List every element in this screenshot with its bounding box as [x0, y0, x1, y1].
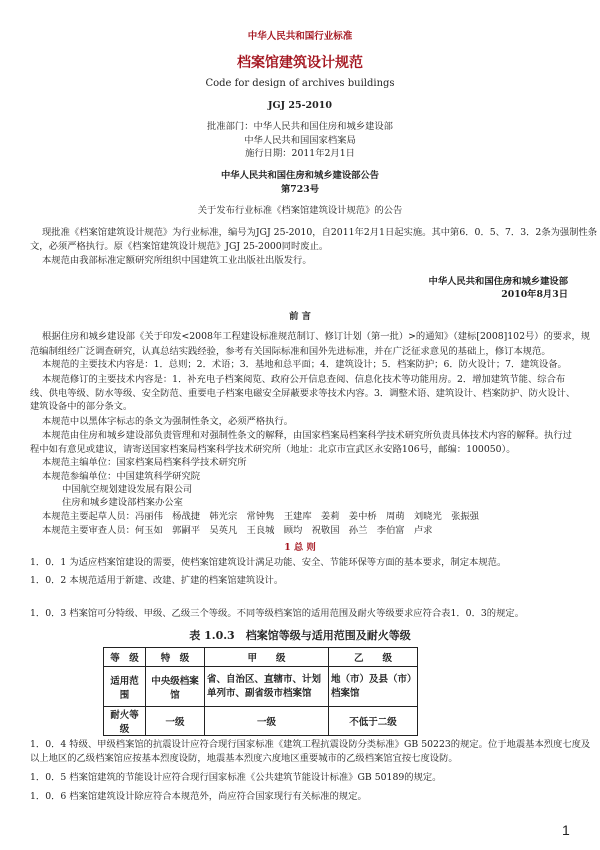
- table-title: 表 1.0.3 档案馆等级与适用范围及耐火等级: [189, 629, 411, 642]
- clause: 1．0．5 档案馆建筑的节能设计应符合现行国家标准《公共建筑节能设计标准》GB 50189的规定。: [30, 772, 442, 783]
- announcement-signature: 中华人民共和国住房和城乡建设部: [428, 276, 568, 287]
- english-title: Code for design of archives buildings: [205, 78, 395, 89]
- table-cell: 适用范围: [104, 667, 146, 707]
- announcement-subject: 关于发布行业标准《档案馆建筑设计规范》的公告: [197, 205, 403, 216]
- effective-date: 施行日期：2011年2月1日: [245, 148, 355, 159]
- table-header-cell: 甲 级: [205, 648, 329, 667]
- standard-code: JGJ 25-2010: [267, 100, 332, 111]
- table-cell: 省、自治区、直辖市、计划单列市、副省级市档案馆: [205, 667, 329, 707]
- table-cell: 中央级档案馆: [146, 667, 205, 707]
- announcement-line: 文，必须严格执行。原《档案馆建筑设计规范》JGJ 25-2000同时废止。: [30, 241, 329, 252]
- approval-dept-1: 批准部门：中华人民共和国住房和城乡建设部: [207, 121, 393, 132]
- table-row: [104, 667, 418, 707]
- table-header-cell: 乙 级: [329, 648, 418, 667]
- foreword-heading: 前 言: [289, 311, 311, 322]
- table-header-cell: 特 级: [146, 648, 205, 667]
- table-cell: 一级: [146, 707, 205, 736]
- foreword-line: 本规范主要起草人员：冯丽伟 杨战捷 韩光宗 常钟隽 王建库 姜莉 姜中桥 周萌 刘晓光 张振强: [42, 511, 479, 522]
- clause: 1．0．4 特级、甲级档案馆的抗震设计应符合现行国家标准《建筑工程抗震设防分类标准》GB 50223的规定。位于地震基本烈度七度及: [30, 739, 591, 750]
- foreword-line: 根据住房和城乡建设部《关于印发<2008年工程建设标准规范制订、修订计划（第一批）>的通知》（建标[2008]102号）的要求，规: [42, 331, 591, 342]
- table-cell: 耐火等级: [104, 707, 146, 736]
- foreword-line: 建筑设备中的部分条文。: [30, 401, 133, 412]
- clause: 1．0．3 档案馆可分特级、甲级、乙级三个等级。不同等级档案馆的适用范围及耐火等级要求应符合表1．0．3的规定。: [30, 608, 524, 619]
- table-cell: 一级: [205, 707, 329, 736]
- foreword-line: 本规范修订的主要技术内容是：1．补充电子档案阅览、政府公开信息查阅、信息化技术等功能用房。2．增加建筑节能、综合布: [42, 374, 566, 385]
- clause: 1．0．2 本规范适用于新建、改建、扩建的档案馆建筑设计。: [30, 575, 284, 586]
- announcement-date: 2010年8月3日: [501, 289, 568, 300]
- announcement-line: 现批准《档案馆建筑设计规范》为行业标准，编号为JGJ 25-2010，自2011年2月1日起实施。其中第6．0．5、7．3．2条为强制性条: [42, 227, 598, 238]
- foreword-line: 范编制组经广泛调查研究，认真总结实践经验，参考有关国际标准和国外先进标准，并在广泛征求意见的基础上，修订本规范。: [30, 346, 551, 357]
- table-cell: 不低于二级: [329, 707, 418, 736]
- foreword-line: 本规范主要审查人员：何玉如 郭嗣平 吴英凡 王良城 顾均 祝敬国 孙兰 李伯富 卢求: [42, 525, 433, 536]
- announcement-issuer: 中华人民共和国住房和城乡建设部公告: [220, 170, 380, 181]
- foreword-line: 本规范参编单位：中国建筑科学研究院: [42, 471, 201, 482]
- document-title: 档案馆建筑设计规范: [237, 55, 363, 71]
- page-number: 1: [562, 822, 570, 838]
- foreword-line: 中国航空规划建设发展有限公司: [62, 484, 193, 495]
- chapter-heading: 1 总 则: [284, 542, 316, 553]
- approval-dept-2: 中华人民共和国国家档案局: [244, 135, 356, 146]
- announcement-line: 本规范由我部标准定额研究所组织中国建筑工业出版社出版发行。: [42, 255, 312, 266]
- foreword-line: 程中如有意见或建议，请寄送国家档案局档案科学技术研究所（地址：北京市宣武区永安路106号，邮编：100050）。: [30, 444, 516, 455]
- foreword-line: 本规范的主要技术内容是：1．总则；2．术语；3．基地和总平面；4．建筑设计；5．档案防护；6．防火设计；7．建筑设备。: [42, 359, 567, 370]
- foreword-line: 住房和城乡建设部档案办公室: [62, 497, 183, 508]
- foreword-line: 本规范由住房和城乡建设部负责管理和对强制性条文的解释，由国家档案局档案科学技术研究所负责具体技术内容的解释。执行过: [42, 430, 572, 441]
- standard-series: 中华人民共和国行业标准: [247, 31, 353, 42]
- clause: 1．0．6 档案馆建筑设计除应符合本规范外，尚应符合国家现行有关标准的规定。: [30, 791, 367, 802]
- table-row: [104, 707, 418, 736]
- clause: 1．0．1 为适应档案馆建设的需要，使档案馆建筑设计满足功能、安全、节能环保等方面的基本要求，制定本规范。: [30, 557, 507, 568]
- clause: 以上地区的乙级档案馆应按基本烈度设防，地震基本烈度六度地区重要城市的乙级档案馆宜按七度设防。: [30, 753, 458, 764]
- table-cell: 地（市）及县（市）档案馆: [329, 667, 418, 707]
- table-header-row: [104, 648, 418, 667]
- foreword-line: 本规范中以黑体字标志的条文为强制性条文，必须严格执行。: [42, 416, 294, 427]
- table-header-cell: 等 级: [104, 648, 146, 667]
- foreword-line: 线、供电等级、防水等级、安全防范、重要电子档案电磁安全屏蔽要求等技术内容。3．调整术语、建筑设计、档案防护、防火设计、: [30, 388, 576, 399]
- grade-table: [103, 647, 418, 736]
- announcement-number: 第723号: [280, 184, 319, 195]
- foreword-line: 本规范主编单位：国家档案局档案科学技术研究所: [42, 457, 247, 468]
